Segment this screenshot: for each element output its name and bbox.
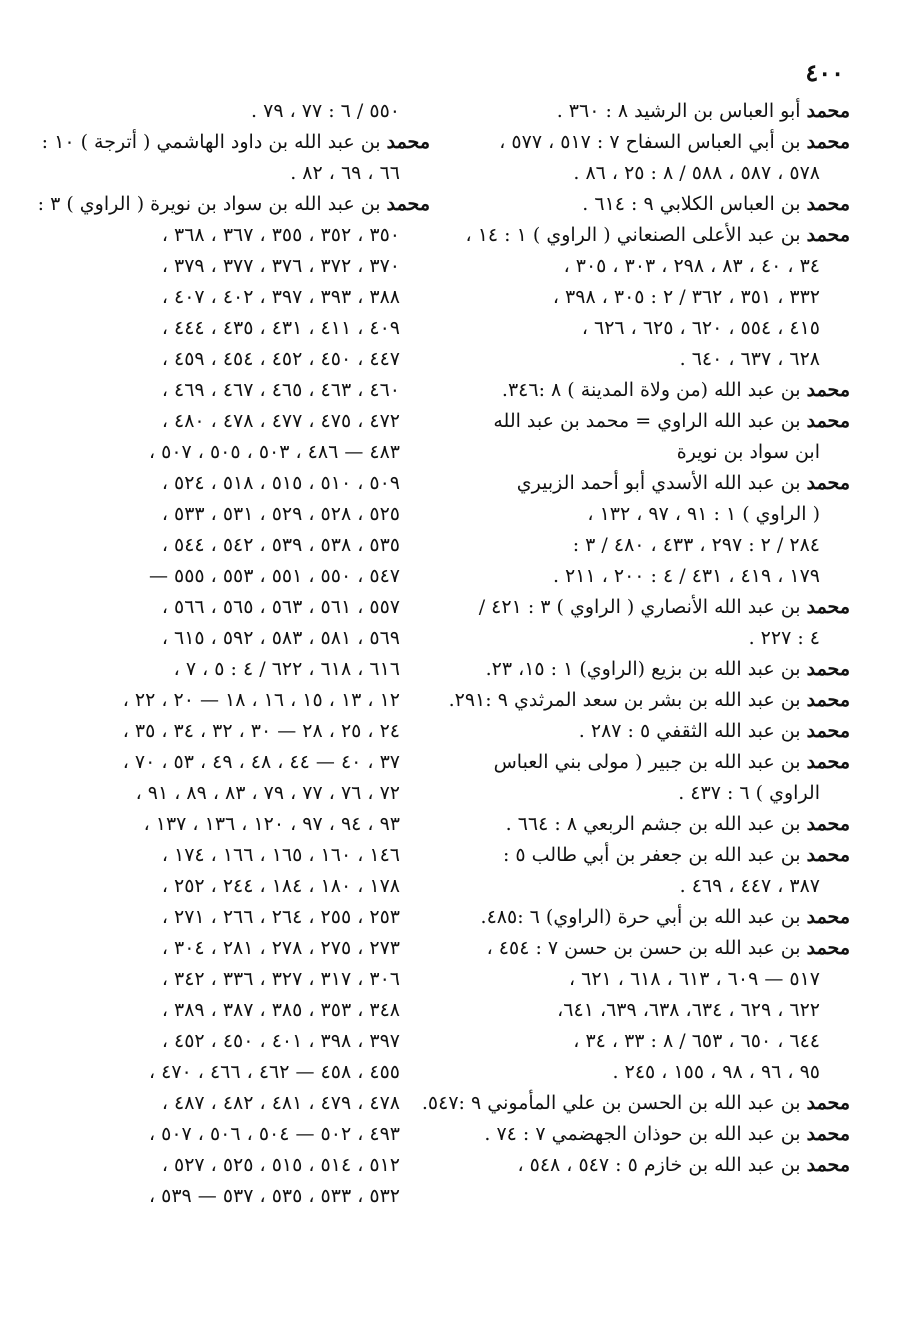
entry-text: ١٧٩ ، ٤١٩ ، ٤٣١ / ٤ : ٢٠٠ ، ٢١١ . [552, 565, 820, 587]
entry-text: ٥٠٩ ، ٥١٠ ، ٥١٥ ، ٥١٨ ، ٥٢٤ ، [161, 472, 400, 494]
entry-text: ٤٧٨ ، ٤٧٩ ، ٤٨١ ، ٤٨٢ ، ٤٨٧ ، [161, 1092, 400, 1114]
index-entry [41, 127, 430, 158]
index-continuation-line [70, 716, 430, 747]
index-continuation-line [470, 964, 850, 995]
index-continuation-line [70, 1057, 430, 1088]
entry-text: ٤٧٢ ، ٤٧٥ ، ٤٧٧ ، ٤٧٨ ، ٤٨٠ ، [161, 410, 400, 432]
index-entry [470, 654, 850, 685]
index-continuation-line [470, 561, 850, 592]
entry-name: محمد [806, 1123, 850, 1145]
index-continuation-line [70, 747, 430, 778]
entry-text: ٥٤٧ ، ٥٥٠ ، ٥٥١ ، ٥٥٣ ، ٥٥٥ — [148, 565, 400, 587]
index-entry [421, 1088, 850, 1119]
entry-text: بن عبد الله بن سواد بن نويرة ( الراوي ) ٣ : [37, 193, 381, 215]
entry-text: ٣٨٨ ، ٣٩٣ ، ٣٩٧ ، ٤٠٢ ، ٤٠٧ ، [161, 286, 400, 308]
entry-text: ٤٩٣ ، ٥٠٢ — ٥٠٤ ، ٥٠٦ ، ٥٠٧ ، [148, 1123, 400, 1145]
entry-name: محمد [806, 813, 850, 835]
index-continuation-line [70, 530, 430, 561]
index-continuation-line [70, 220, 430, 251]
entry-text: ٣٤ ، ٤٠ ، ٨٣ ، ٢٩٨ ، ٣٠٣ ، ٣٠٥ ، [563, 255, 820, 277]
entry-text: ٣٣٢ ، ٣٥١ ، ٣٦٢ / ٢ : ٣٠٥ ، ٣٩٨ ، [552, 286, 820, 308]
index-entry [470, 933, 850, 964]
index-continuation-line [70, 685, 430, 716]
index-continuation-line [70, 623, 430, 654]
entry-text: أبو العباس بن الرشيد ٨ : ٣٦٠ . [556, 100, 801, 122]
entry-text: بن عبد الله بن جبير ( مولى بني العباس [493, 751, 801, 773]
entry-name: محمد [806, 224, 850, 246]
index-continuation-line [70, 344, 430, 375]
index-entry [465, 220, 850, 251]
entry-name: محمد [386, 193, 430, 215]
entry-name: محمد [806, 131, 850, 153]
entry-name: محمد [806, 1154, 850, 1176]
index-continuation-line [70, 561, 430, 592]
entry-text: بن عبد الله بن جشم الربعي ٨ : ٦٦٤ . [505, 813, 801, 835]
entry-name: محمد [806, 379, 850, 401]
index-continuation-line [470, 499, 850, 530]
entry-text: ٥١٢ ، ٥١٤ ، ٥١٥ ، ٥٢٥ ، ٥٢٧ ، [161, 1154, 400, 1176]
index-continuation-line [70, 1026, 430, 1057]
entry-text: ١٧٨ ، ١٨٠ ، ١٨٤ ، ٢٤٤ ، ٢٥٢ ، [161, 875, 400, 897]
entry-text: ٣٥٠ ، ٣٥٢ ، ٣٥٥ ، ٣٦٧ ، ٣٦٨ ، [161, 224, 400, 246]
index-continuation-line [70, 809, 430, 840]
entry-name: محمد [806, 689, 850, 711]
index-entry [470, 127, 850, 158]
entry-name: محمد [806, 720, 850, 742]
entry-text: بن عبد الله بن الحسن بن علي المأموني ٩ :٥٤٧. [421, 1092, 801, 1114]
entry-text: ٣٨٧ ، ٤٤٧ ، ٤٦٩ . [679, 875, 820, 897]
entry-text: بن عبد الله بن حسن بن حسن ٧ : ٤٥٤ ، [486, 937, 801, 959]
entry-text: ٥٧٨ ، ٥٨٧ ، ٥٨٨ / ٨ : ٢٥ ، ٨٦ . [573, 162, 820, 184]
entry-name: محمد [386, 131, 430, 153]
index-continuation-line [70, 654, 430, 685]
entry-text: ٩٥ ، ٩٦ ، ٩٨ ، ١٥٥ ، ٢٤٥ . [612, 1061, 820, 1083]
entry-text: ٣٠٦ ، ٣١٧ ، ٣٢٧ ، ٣٣٦ ، ٣٤٢ ، [161, 968, 400, 990]
entry-text: بن عبد الله الثقفي ٥ : ٢٨٧ . [578, 720, 801, 742]
index-continuation-line [470, 251, 850, 282]
index-entry [470, 902, 850, 933]
entry-name: محمد [806, 193, 850, 215]
index-continuation-line [70, 871, 430, 902]
index-entry [470, 840, 850, 871]
index-continuation-line [70, 375, 430, 406]
index-continuation-line [70, 933, 430, 964]
index-continuation-line [70, 1150, 430, 1181]
index-continuation-line [70, 1119, 430, 1150]
entry-text: بن عبد الله بن داود الهاشمي ( أترجة ) ١٠ : [41, 131, 381, 153]
entry-name: محمد [806, 751, 850, 773]
index-continuation-line [70, 778, 430, 809]
index-continuation-line [470, 995, 850, 1026]
entry-text: ٦٦ ، ٦٩ ، ٨٢ . [290, 162, 400, 184]
entry-text: ٢٧٣ ، ٢٧٥ ، ٢٧٨ ، ٢٨١ ، ٣٠٤ ، [161, 937, 400, 959]
entry-text: ٤٤٧ ، ٤٥٠ ، ٤٥٢ ، ٤٥٤ ، ٤٥٩ ، [161, 348, 400, 370]
index-continuation-line [470, 1057, 850, 1088]
entry-text: بن عبد الله (من ولاة المدينة ) ٨ :٣٤٦. [501, 379, 801, 401]
entry-text: ابن سواد بن نويرة [676, 441, 820, 463]
entry-text: ٣٧٠ ، ٣٧٢ ، ٣٧٦ ، ٣٧٧ ، ٣٧٩ ، [161, 255, 400, 277]
entry-text: ٥٥٧ ، ٥٦١ ، ٥٦٣ ، ٥٦٥ ، ٥٦٦ ، [161, 596, 400, 618]
index-continuation-line [470, 344, 850, 375]
entry-text: ٣٧ ، ٤٠ — ٤٤ ، ٤٨ ، ٤٩ ، ٥٣ ، ٧٠ ، [122, 751, 400, 773]
index-continuation-line [470, 623, 850, 654]
index-entry [470, 468, 850, 499]
entry-name: محمد [806, 658, 850, 680]
entry-text: ٥٦٩ ، ٥٨١ ، ٥٨٣ ، ٥٩٢ ، ٦١٥ ، [161, 627, 400, 649]
entry-text: بن عبد الله بن أبي حرة (الراوي) ٦ :٤٨٥. [480, 906, 801, 928]
entry-text: ٤٥٥ ، ٤٥٨ — ٤٦٢ ، ٤٦٦ ، ٤٧٠ ، [148, 1061, 400, 1083]
entry-name: محمد [806, 100, 850, 122]
entry-name: محمد [806, 472, 850, 494]
entry-text: ٥٢٥ ، ٥٢٨ ، ٥٢٩ ، ٥٣١ ، ٥٣٣ ، [161, 503, 400, 525]
index-column-left [37, 96, 430, 1212]
entry-text: ١٤٦ ، ١٦٠ ، ١٦٥ ، ١٦٦ ، ١٧٤ ، [161, 844, 400, 866]
entry-text: بن عبد الله الأنصاري ( الراوي ) ٣ : ٤٢١ / [478, 596, 801, 618]
index-continuation-line [70, 406, 430, 437]
index-entry [470, 189, 850, 220]
index-entry [470, 1119, 850, 1150]
index-column-right [421, 96, 850, 1181]
entry-text: بن عبد الله بن خازم ٥ : ٥٤٧ ، ٥٤٨ ، [517, 1154, 801, 1176]
entry-text: ٦٢٢ ، ٦٢٩ ، ٦٣٤، ٦٣٨، ٦٣٩، ٦٤١، [557, 999, 820, 1021]
index-entry [470, 406, 850, 437]
index-entry [470, 747, 850, 778]
index-continuation-line [470, 313, 850, 344]
index-entry [470, 809, 850, 840]
entry-text: ( الراوي ) ١ : ٩١ ، ٩٧ ، ١٣٢ ، [587, 503, 820, 525]
index-entry [470, 96, 850, 127]
index-continuation-line [70, 499, 430, 530]
entry-text: ٦٤٤ ، ٦٥٠ ، ٦٥٣ / ٨ : ٣٣ ، ٣٤ ، [573, 1030, 820, 1052]
entry-text: ٢٨٤ / ٢ : ٢٩٧ ، ٤٣٣ ، ٤٨٠ / ٣ : [572, 534, 820, 556]
index-entry [37, 189, 430, 220]
entry-name: محمد [806, 596, 850, 618]
index-continuation-line [470, 530, 850, 561]
index-continuation-line [70, 313, 430, 344]
index-continuation-line [470, 158, 850, 189]
entry-text: بن أبي العباس السفاح ٧ : ٥١٧ ، ٥٧٧ ، [499, 131, 801, 153]
entry-name: محمد [806, 410, 850, 432]
entry-text: بن عبد الله بن حوذان الجهضمي ٧ : ٧٤ . [484, 1123, 801, 1145]
entry-text: ٦١٦ ، ٦١٨ ، ٦٢٢ / ٤ : ٥ ، ٧ ، [173, 658, 400, 680]
index-entry [470, 592, 850, 623]
entry-text: ٤٦٠ ، ٤٦٣ ، ٤٦٥ ، ٤٦٧ ، ٤٦٩ ، [161, 379, 400, 401]
index-continuation-line [70, 964, 430, 995]
entry-text: ٥٣٥ ، ٥٣٨ ، ٥٣٩ ، ٥٤٢ ، ٥٤٤ ، [161, 534, 400, 556]
entry-text: بن عبد الله الراوي = محمد بن عبد الله [493, 410, 801, 432]
entry-text: ٩٣ ، ٩٤ ، ٩٧ ، ١٢٠ ، ١٣٦ ، ١٣٧ ، [143, 813, 400, 835]
entry-text: ٤٨٣ — ٤٨٦ ، ٥٠٣ ، ٥٠٥ ، ٥٠٧ ، [148, 441, 400, 463]
entry-text: بن العباس الكلابي ٩ : ٦١٤ . [582, 193, 801, 215]
entry-text: بن عبد الله بن جعفر بن أبي طالب ٥ : [502, 844, 801, 866]
index-entry [470, 1150, 850, 1181]
index-entry [448, 685, 850, 716]
index-continuation-line [70, 437, 430, 468]
entry-text: ٣٤٨ ، ٣٥٣ ، ٣٨٥ ، ٣٨٧ ، ٣٨٩ ، [161, 999, 400, 1021]
index-continuation-line [70, 995, 430, 1026]
index-continuation-line [470, 1026, 850, 1057]
index-continuation-line [70, 251, 430, 282]
index-continuation-line [470, 871, 850, 902]
index-continuation-line [470, 282, 850, 313]
entry-text: ٤١٥ ، ٥٥٤ ، ٦٢٠ ، ٦٢٥ ، ٦٢٦ ، [581, 317, 820, 339]
entry-text: ٤ : ٢٢٧ . [748, 627, 820, 649]
index-entry [470, 375, 850, 406]
page-number: ٤٠٠ [805, 58, 844, 87]
entry-text: الراوي ) ٦ : ٤٣٧ . [678, 782, 820, 804]
index-continuation-line [70, 158, 430, 189]
entry-name: محمد [806, 844, 850, 866]
entry-text: ١٢ ، ١٣ ، ١٥ ، ١٦ ، ١٨ — ٢٠ ، ٢٢ ، [122, 689, 400, 711]
index-continuation-line [70, 96, 430, 127]
entry-text: ٥٥٠ / ٦ : ٧٧ ، ٧٩ . [251, 100, 400, 122]
entry-name: محمد [806, 906, 850, 928]
entry-name: محمد [806, 937, 850, 959]
index-continuation-line [470, 778, 850, 809]
index-continuation-line [470, 437, 850, 468]
entry-text: ٢٥٣ ، ٢٥٥ ، ٢٦٤ ، ٢٦٦ ، ٢٧١ ، [161, 906, 400, 928]
entry-text: بن عبد الله بن بزيع (الراوي) ١ : ١٥، ٢٣. [485, 658, 801, 680]
entry-name: محمد [806, 1092, 850, 1114]
index-continuation-line [70, 840, 430, 871]
entry-text: ٧٢ ، ٧٦ ، ٧٧ ، ٧٩ ، ٨٣ ، ٨٩ ، ٩١ ، [135, 782, 400, 804]
index-continuation-line [70, 468, 430, 499]
entry-text: ٤٠٩ ، ٤١١ ، ٤٣١ ، ٤٣٥ ، ٤٤٤ ، [161, 317, 400, 339]
entry-text: بن عبد الله بن بشر بن سعد المرثدي ٩ :٢٩١. [448, 689, 801, 711]
index-continuation-line [70, 282, 430, 313]
index-continuation-line [70, 902, 430, 933]
index-continuation-line [70, 592, 430, 623]
index-entry [470, 716, 850, 747]
entry-text: بن عبد الأعلى الصنعاني ( الراوي ) ١ : ١٤ ، [465, 224, 801, 246]
entry-text: ٥٣٢ ، ٥٣٣ ، ٥٣٥ ، ٥٣٧ — ٥٣٩ ، [148, 1185, 400, 1207]
index-continuation-line [70, 1088, 430, 1119]
entry-text: ٥١٧ — ٦٠٩ ، ٦١٣ ، ٦١٨ ، ٦٢١ ، [568, 968, 820, 990]
entry-text: ٢٤ ، ٢٥ ، ٢٨ — ٣٠ ، ٣٢ ، ٣٤ ، ٣٥ ، [122, 720, 400, 742]
index-continuation-line [70, 1181, 430, 1212]
entry-text: ٦٢٨ ، ٦٣٧ ، ٦٤٠ . [679, 348, 820, 370]
entry-text: ٣٩٧ ، ٣٩٨ ، ٤٠١ ، ٤٥٠ ، ٤٥٢ ، [161, 1030, 400, 1052]
entry-text: بن عبد الله الأسدي أبو أحمد الزبيري [516, 472, 801, 494]
